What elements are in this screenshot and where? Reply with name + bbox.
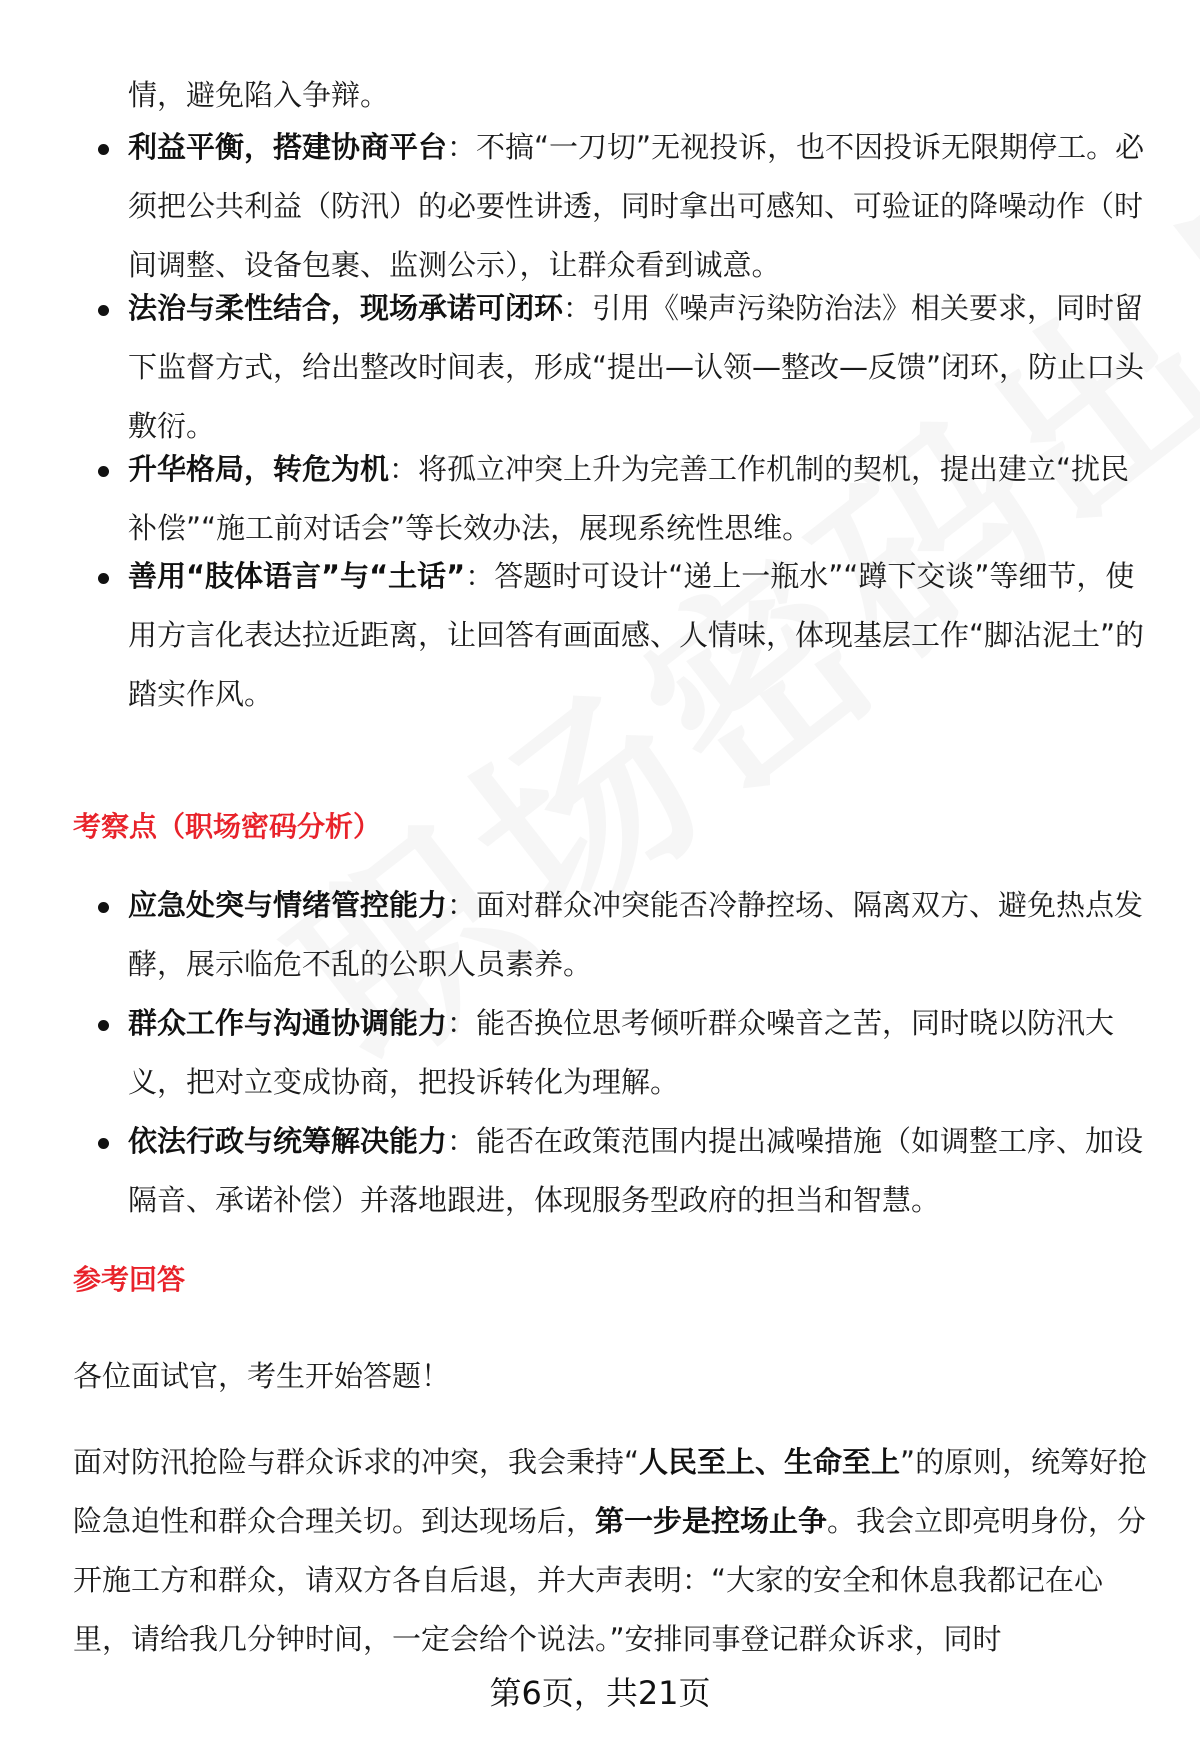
list-item [128, 1112, 1146, 1230]
answer-text: 面对防汛抢险与群众诉求的冲突，我会秉持“ [73, 1445, 640, 1479]
answer-paragraph [73, 1433, 1148, 1669]
item-text: ：面对群众冲突能否冷静控场、隔离双方、避免热点发酵，展示临危不乱的公职人员素养。 [128, 888, 1144, 981]
item-heading: 升华格局，转危为机 [128, 452, 390, 486]
bullet-dot-icon [98, 466, 109, 477]
exam-points-list [128, 876, 1146, 1230]
item-heading: 群众工作与沟通协调能力 [128, 1006, 448, 1040]
list-item [128, 994, 1146, 1112]
item-heading: 应急处突与情绪管控能力 [128, 888, 448, 922]
list-item [128, 440, 1146, 547]
answer-bold: 人民至上、生命至上 [639, 1445, 901, 1479]
item-heading: 利益平衡，搭建协商平台 [128, 130, 448, 164]
section-title-answer: 参考回答 [73, 1263, 186, 1296]
item-text: ：能否换位思考倾听群众噪音之苦，同时晓以防汛大义，把对立变成协商，把投诉转化为理解。 [128, 1006, 1115, 1099]
section-title-exam: 考察点（职场密码分析） [73, 810, 382, 843]
list-item [128, 876, 1146, 994]
strategy-list [128, 118, 1146, 724]
answer-text: ”的原则，统筹好抢险急迫性和群众合理关切。到达现场后， [73, 1445, 1148, 1538]
bullet-dot-icon [98, 573, 109, 584]
list-item [128, 118, 1146, 282]
answer-greeting: 各位面试官，考生开始答题！ [73, 1359, 451, 1393]
item-text: ：引用《噪声污染防治法》相关要求，同时留下监督方式，给出整改时间表，形成“提出—认领—整改—反馈”闭环，防止口头敷衍。 [128, 291, 1145, 443]
answer-text: 。我会立即亮明身份，分开施工方和群众，请双方各自后退，并大声表明：“大家的安全和休息我都记在心里，请给我几分钟时间，一定会给个说法。”安排同事登记群众诉求，同时 [73, 1504, 1147, 1656]
item-text: ：将孤立冲突上升为完善工作机制的契机，提出建立“扰民补偿”“施工前对话会”等长效办法，展现系统性思维。 [128, 452, 1130, 545]
list-item [128, 279, 1146, 443]
bullet-dot-icon [98, 902, 109, 913]
item-text: ：答题时可设计“递上一瓶水”“蹲下交谈”等细节，使用方言化表达拉近距离，让回答有画面感、人情味，体现基层工作“脚沾泥土”的踏实作风。 [128, 559, 1145, 711]
item-heading: 依法行政与统筹解决能力 [128, 1124, 448, 1158]
item-heading: 善用“肢体语言”与“土话” [128, 559, 466, 593]
bullet-dot-icon [98, 144, 109, 155]
bullet-dot-icon [98, 305, 109, 316]
bullet-dot-icon [98, 1020, 109, 1031]
item-text: ：不搞“一刀切”无视投诉，也不因投诉无限期停工。必须把公共利益（防汛）的必要性讲透，同时拿出可感知、可验证的降噪动作（时间调整、设备包裹、监测公示），让群众看到诚意。 [128, 130, 1145, 282]
intro-continuation: 情，避免陷入争辩。 [128, 78, 390, 112]
list-item [128, 547, 1146, 724]
answer-bold: 第一步是控场止争 [595, 1504, 828, 1538]
item-heading: 法治与柔性结合，现场承诺可闭环 [128, 291, 564, 325]
page-number: 第6页，共21页 [489, 1674, 711, 1712]
item-text: ：能否在政策范围内提出减噪措施（如调整工序、加设隔音、承诺补偿）并落地跟进，体现服务型政府的担当和智慧。 [128, 1124, 1144, 1217]
bullet-dot-icon [98, 1138, 109, 1149]
